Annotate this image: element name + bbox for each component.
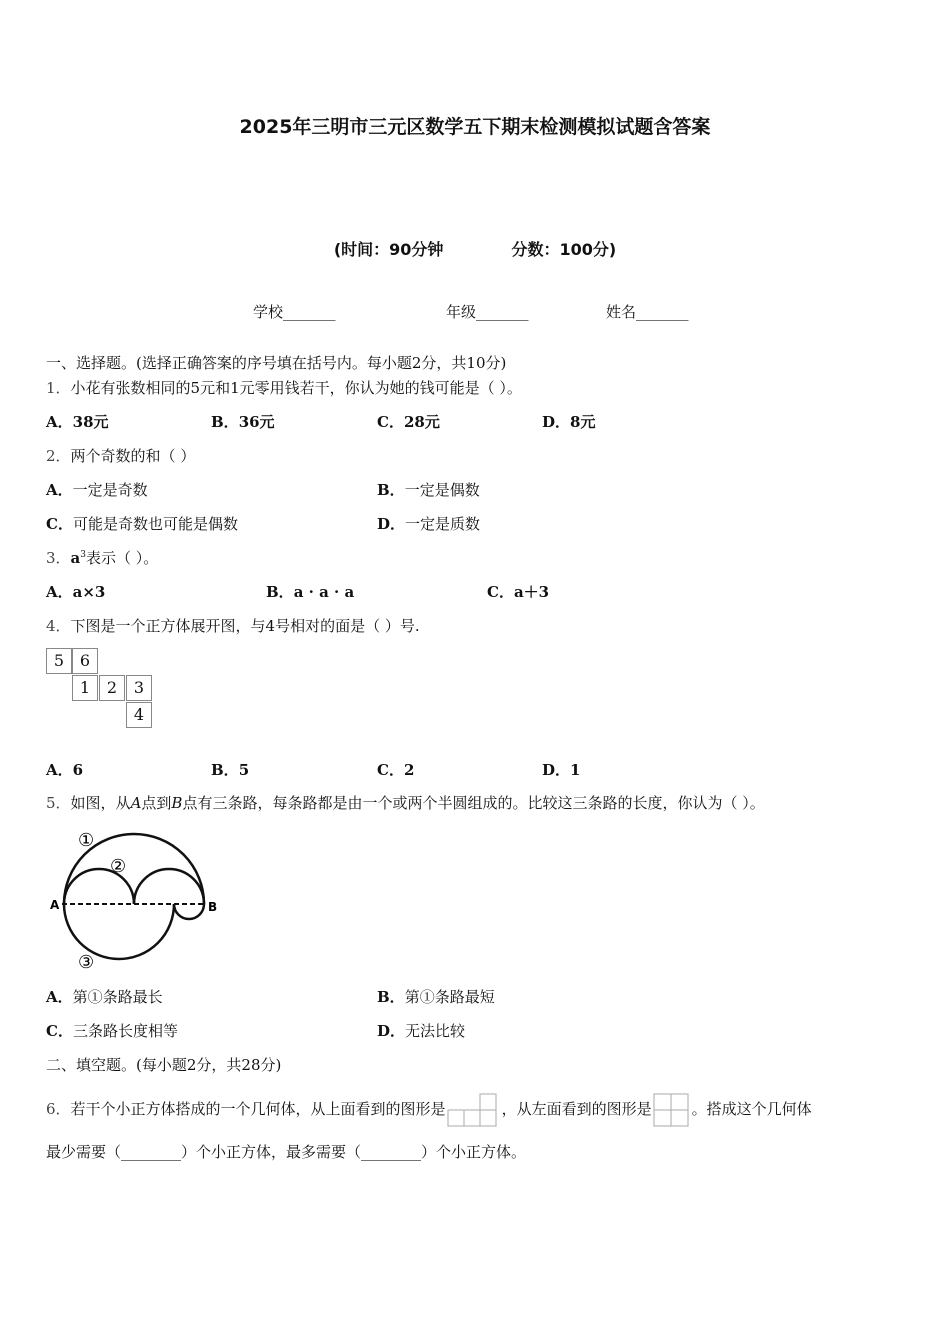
path-3-arc-big: [64, 904, 174, 959]
question-4: [46, 615, 420, 636]
point-a-label: A: [130, 794, 142, 812]
q5-option-b[interactable]: B．第①条路最短: [377, 988, 495, 1006]
q2-option-c[interactable]: C．可能是奇数也可能是偶数: [46, 515, 238, 533]
left-view-figure: [652, 1092, 692, 1128]
q4-option-c[interactable]: C．2: [377, 761, 415, 779]
label-path-3: ③: [78, 952, 95, 973]
question-number: 5．: [46, 794, 71, 812]
label-a: A: [50, 898, 60, 912]
q2-option-b[interactable]: B．一定是偶数: [377, 481, 480, 499]
point-b-label: B: [171, 794, 183, 812]
label-path-2: ②: [110, 856, 127, 877]
cube-face-6: 6: [72, 648, 98, 674]
answer-blank-min[interactable]: ________: [121, 1143, 182, 1161]
path-3-arc-small: [174, 904, 204, 919]
paper-title: 2025年三明市三元区数学五下期末检测模拟试题含答案: [239, 116, 711, 138]
question-number: 3．: [46, 549, 71, 567]
time-score-line: [0, 237, 950, 260]
q4-option-d[interactable]: D．1: [542, 761, 581, 779]
q4-option-b[interactable]: B．5: [211, 761, 250, 779]
question-number: 6．: [46, 1100, 71, 1118]
label-path-1: ①: [78, 830, 95, 851]
cube-face-4: 4: [126, 702, 152, 728]
name-field[interactable]: 姓名_______: [606, 303, 689, 321]
grade-field[interactable]: 年级_______: [446, 303, 529, 321]
question-6: 6．若干个小正方体搭成的一个几何体，从上面看到的图形是 ，从左面看到的图形是 。搭成这个几何体: [46, 1092, 812, 1128]
school-field[interactable]: 学校_______: [253, 303, 336, 321]
cube-face-2: 2: [99, 675, 125, 701]
question-5: 5．如图，从A点到B点有三条路，每条路都是由一个或两个半圆组成的。比较这三条路的长度，你认为（ ）。: [46, 794, 765, 812]
top-view-figure: [446, 1092, 502, 1128]
question-number: 2．: [46, 447, 71, 465]
q3-option-c[interactable]: C．a＋3: [487, 583, 550, 601]
q3-option-b[interactable]: B．a · a · a: [266, 583, 355, 601]
q5-option-d[interactable]: D．无法比较: [377, 1022, 466, 1040]
q2-option-a[interactable]: A．一定是奇数: [46, 481, 148, 499]
score-label: 分数：100分): [511, 240, 617, 259]
question-2: [46, 445, 195, 466]
question-6-line-2: 最少需要（________）个小正方体，最多需要（________）个小正方体。: [46, 1143, 527, 1161]
q1-option-b[interactable]: B．36元: [211, 413, 275, 431]
q3-option-a[interactable]: A．a×3: [46, 583, 106, 601]
time-label: (时间：90分钟: [333, 240, 444, 259]
cube-face-1: 1: [72, 675, 98, 701]
cube-face-3: 3: [126, 675, 152, 701]
power-base: a: [70, 549, 81, 567]
question-text: 下图是一个正方体展开图，与4号相对的面是（ ）号.: [70, 617, 420, 635]
section-1-heading: 一、选择题。(选择正确答案的序号填在括号内。每小题2分，共10分): [46, 354, 507, 372]
q4-option-a[interactable]: A．6: [46, 761, 84, 779]
section-2-heading: 二、填空题。(每小题2分，共28分): [46, 1056, 282, 1074]
answer-blank-max[interactable]: ________: [361, 1143, 422, 1161]
q5-option-c[interactable]: C．三条路长度相等: [46, 1022, 178, 1040]
label-b: B: [208, 900, 218, 914]
q1-option-a[interactable]: A．38元: [46, 413, 109, 431]
semicircle-paths-figure: [48, 826, 228, 974]
q5-option-a[interactable]: A．第①条路最长: [46, 988, 163, 1006]
cube-face-5: 5: [46, 648, 72, 674]
cube-net-figure: [46, 648, 156, 730]
question-text: 两个奇数的和（ ）: [70, 447, 196, 465]
q2-option-d[interactable]: D．一定是质数: [377, 515, 481, 533]
question-number: 1．: [46, 379, 71, 397]
question-3: [46, 547, 158, 568]
q1-option-d[interactable]: D．8元: [542, 413, 596, 431]
question-text: 小花有张数相同的5元和1元零用钱若干，你认为她的钱可能是（ ）。: [70, 379, 522, 397]
question-text: 表示（ ）。: [86, 549, 159, 567]
question-number: 4．: [46, 617, 71, 635]
question-1: [46, 377, 522, 398]
q1-option-c[interactable]: C．28元: [377, 413, 440, 431]
path-2-arc-right: [134, 869, 204, 904]
power-exponent: 3: [80, 550, 87, 560]
